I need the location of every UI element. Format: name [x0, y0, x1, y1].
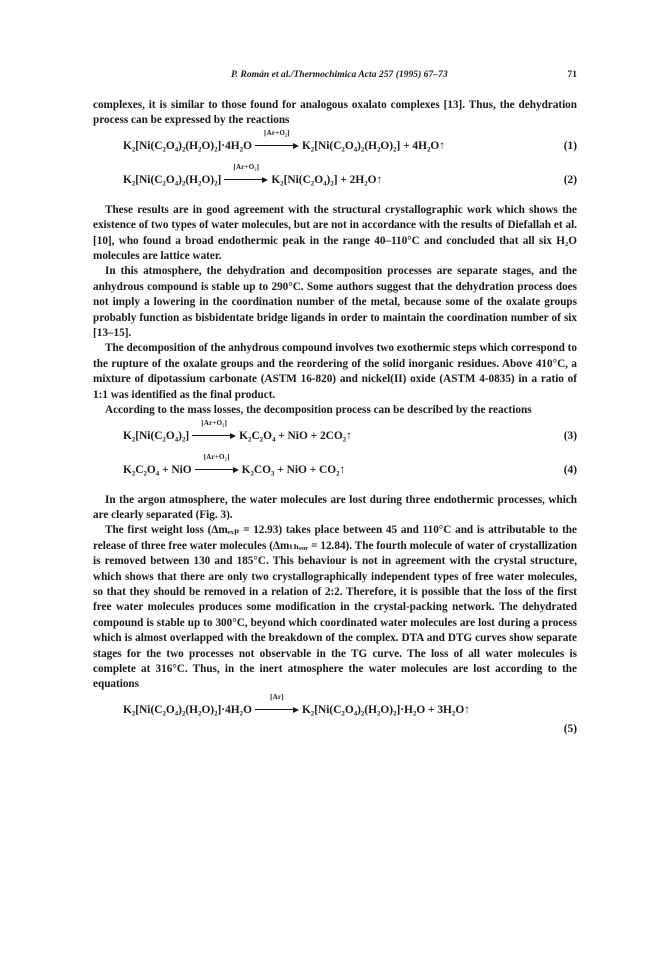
- equation-3: [93, 418, 577, 448]
- equation-rhs: K₂C₂O₄ + NiO + 2CO₂↑: [239, 430, 352, 443]
- equation-1: [93, 129, 577, 158]
- equation-4: [93, 452, 577, 482]
- reaction-arrow: [192, 418, 236, 439]
- body-text: [93, 98, 577, 742]
- equation-number: (3): [563, 430, 577, 443]
- paragraph: The first weight loss (Δmₑₓₚ = 12.93) takes place between 45 and 110°C and is attributable to the release of three free water molecules (Δmₜₕₑₒᵣ = 12.84). The fourth molecule of water of crystallization is removed between 130 and 185°C. This behaviour is not in agreement with the crystal structure, which shows that there are only two crystallographically independent types of free water molecules, so that they should be removed in a relation of 2:2. Therefore, it is possible that the loss of the first free water molecules produces some modification in the crystal-packing network. The dehydrated compound is stable up to 300°C, beyond which coordinated water molecules are lost during a process which is almost overlapped with the breakdown of the complex. DTA and DTG curves show separate stages for the two processes not observable in the TG curve. The loss of all water molecules is complete at 316°C. Thus, in the inert atmosphere the water molecules are lost according to the equations: [93, 524, 577, 691]
- equation-lhs: K₂[Ni(C₂O₄)₂(H₂O)₂]·4H₂O: [123, 704, 252, 717]
- paragraph: These results are in good agreement with the structural crystallographic work which shows the existence of two types of water molecules, but are not in accordance with the results of Diefallah et al. [10], who found a broad endothermic peak in the range 40–110°C and concluded that all six H₂O molecules are lattice water.: [93, 203, 577, 263]
- reaction-condition: [Ar+O₂]: [203, 452, 230, 461]
- equation-number: (2): [563, 174, 577, 187]
- equation-lhs: K₂C₂O₄ + NiO: [123, 464, 192, 477]
- equation-2: [93, 163, 577, 192]
- reaction-arrow: [255, 692, 299, 713]
- equation-rhs: K₂[Ni(C₂O₄)₂(H₂O)₂]·H₂O + 3H₂O↑: [301, 704, 470, 717]
- equation-number: (5): [563, 722, 577, 735]
- reaction-condition: [Ar+O₂]: [264, 129, 290, 137]
- equation-rhs: K₂[Ni(C₂O₄)₂(H₂O)₂] + 4H₂O↑: [301, 140, 445, 153]
- reaction-arrow: [224, 163, 268, 183]
- equation-rhs: K₂[Ni(C₂O₄)₂] + 2H₂O↑: [271, 174, 383, 187]
- equation-5: [93, 692, 577, 722]
- reaction-condition: [Ar+O₂]: [233, 163, 260, 171]
- reaction-condition: [Ar+O₂]: [201, 418, 228, 427]
- reaction-condition: [Ar]: [270, 692, 284, 701]
- paragraph: In this atmosphere, the dehydration and decomposition processes are separate stages, and the anhydrous compound is stable up to 290°C. Some authors suggest that the dehydration process does not imply a lowering in the coordination number of the metal, because some of the oxalate groups probably function as bisbidentate bridge ligands in order to maintain the coordination number of six [13–15].: [93, 265, 577, 340]
- paragraph: According to the mass losses, the decomposition process can be described by the reactions: [105, 404, 532, 417]
- equation-lhs: K₂[Ni(C₂O₄)₂]: [123, 430, 190, 443]
- reaction-arrow: [255, 129, 299, 149]
- paragraph: The decomposition of the anhydrous compound involves two exothermic steps which correspond to the rupture of the oxalate groups and the reordering of the solid inorganic residues. Above 410°C, a mixture of dipotassium carbonate (ASTM 16-820) and nickel(II) oxide (ASTM 4-0835) in a ratio of 1:1 was identified as the final product.: [93, 342, 577, 401]
- equation-number: (1): [563, 140, 577, 153]
- equation-lhs: K₂[Ni(C₂O₄)₂(H₂O)₂]: [123, 174, 222, 187]
- running-title: P. Román et al./Thermochimica Acta 257 (1995) 67–73: [231, 69, 448, 80]
- page-number: 71: [567, 69, 577, 80]
- equation-rhs: K₂CO₃ + NiO + CO₂↑: [241, 464, 346, 477]
- paragraph: In the argon atmosphere, the water molecules are lost during three endothermic processes, which are clearly separated (Fig. 3).: [93, 493, 577, 521]
- page-header: [93, 69, 577, 85]
- equation-lhs: K₂[Ni(C₂O₄)₂(H₂O)₂]·4H₂O: [123, 140, 252, 153]
- reaction-arrow: [195, 452, 239, 473]
- paragraph: complexes, it is similar to those found for analogous oxalato complexes [13]. Thus, the dehydration process can be expressed by the reactions: [93, 99, 577, 127]
- equation-number: (4): [563, 464, 577, 477]
